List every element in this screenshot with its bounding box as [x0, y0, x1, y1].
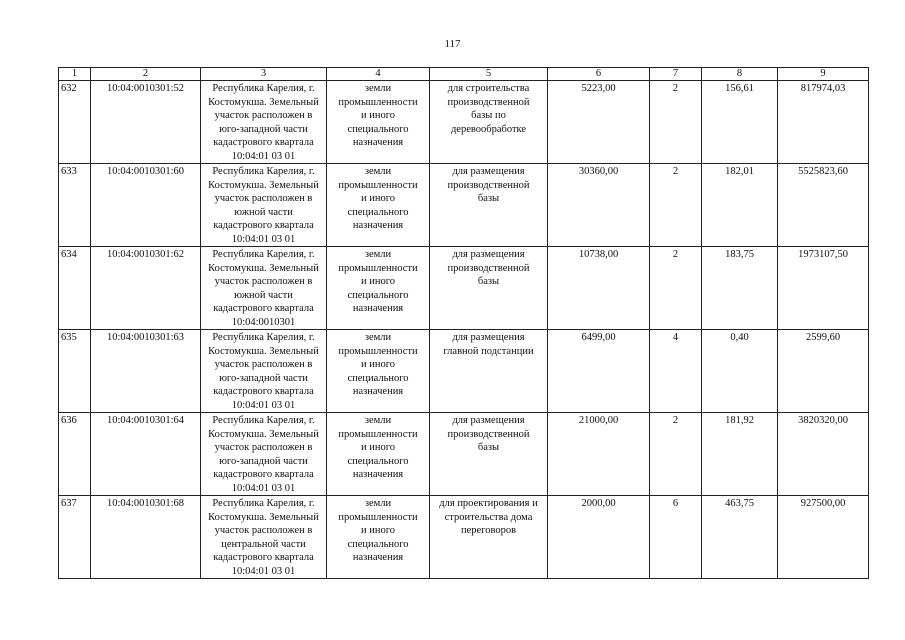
land-category-cell [327, 330, 430, 413]
table-row [59, 330, 869, 413]
land-category-line: промышленности [338, 262, 418, 274]
land-category-line: и иного [360, 110, 396, 121]
land-category-line: специального [347, 372, 409, 384]
location-line: Республика Карелия, г. [212, 332, 315, 343]
land-category-cell [327, 81, 430, 164]
area-cell: 5223,00 [548, 81, 650, 164]
row-number-cell: 637 [59, 496, 91, 579]
header-cell: 9 [778, 68, 869, 81]
land-category-line: земли [364, 249, 392, 260]
row-number-cell: 632 [59, 81, 91, 164]
location-line: Костомукша. Земельный [208, 96, 319, 108]
permitted-use-cell [430, 413, 548, 496]
permitted-use-cell [430, 330, 548, 413]
cadastral-value-cell: 5525823,60 [778, 164, 869, 247]
location-line: Костомукша. Земельный [208, 345, 319, 357]
header-cell: 1 [59, 68, 91, 81]
location-line: Костомукша. Земельный [208, 428, 319, 440]
table-row [59, 413, 869, 496]
header-cell: 8 [702, 68, 778, 81]
cadastral-number-cell: 10:04:0010301:52 [91, 81, 201, 164]
column-8-cell: 181,92 [702, 413, 778, 496]
land-category-line: и иного [360, 359, 396, 370]
location-line: 10:04:01 03 01 [231, 565, 296, 577]
land-category-line: промышленности [338, 96, 418, 108]
location-line: участок расположен в [214, 525, 313, 536]
land-category-cell [327, 247, 430, 330]
location-line: кадастрового квартала [213, 552, 314, 563]
area-cell: 2000,00 [548, 496, 650, 579]
permitted-use-line: для строительства [447, 83, 530, 94]
cadastral-value-cell: 927500,00 [778, 496, 869, 579]
land-category-line: назначения [352, 303, 404, 314]
column-7-cell: 2 [650, 413, 702, 496]
location-line: юго-западной части [219, 372, 308, 384]
location-line: юго-западной части [219, 123, 308, 135]
land-category-line: назначения [352, 137, 404, 148]
header-row [59, 68, 869, 81]
land-category-line: земли [364, 332, 392, 343]
location-line: участок расположен в [214, 359, 313, 370]
land-category-line: назначения [352, 552, 404, 563]
land-category-line: и иного [360, 442, 396, 453]
permitted-use-line: для размещения [452, 166, 525, 177]
location-cell [201, 330, 327, 413]
permitted-use-line: для размещения [452, 332, 525, 343]
land-category-line: земли [364, 498, 392, 509]
column-7-cell: 2 [650, 81, 702, 164]
location-line: кадастрового квартала [213, 220, 314, 231]
header-cell: 6 [548, 68, 650, 81]
location-line: участок расположен в [214, 276, 313, 287]
header-cell: 3 [201, 68, 327, 81]
location-line: участок расположен в [214, 110, 313, 121]
land-category-line: специального [347, 206, 409, 218]
location-cell [201, 81, 327, 164]
header-cell: 5 [430, 68, 548, 81]
permitted-use-line: для размещения [452, 249, 525, 260]
location-line: юго-западной части [219, 455, 308, 467]
location-line: южной части [234, 206, 293, 218]
land-category-line: промышленности [338, 428, 418, 440]
column-7-cell: 2 [650, 247, 702, 330]
location-cell [201, 413, 327, 496]
land-category-line: назначения [352, 220, 404, 231]
column-8-cell: 463,75 [702, 496, 778, 579]
location-line: Республика Карелия, г. [212, 498, 315, 509]
cadastral-number-cell: 10:04:0010301:64 [91, 413, 201, 496]
permitted-use-cell [430, 247, 548, 330]
column-8-cell: 0,40 [702, 330, 778, 413]
row-number-cell: 635 [59, 330, 91, 413]
land-category-line: специального [347, 538, 409, 550]
land-category-line: назначения [352, 469, 404, 480]
cadastral-number-cell: 10:04:0010301:68 [91, 496, 201, 579]
permitted-use-line: главной подстанции [443, 345, 534, 357]
header-cell: 4 [327, 68, 430, 81]
cadastral-value-cell: 2599,60 [778, 330, 869, 413]
location-cell [201, 496, 327, 579]
land-category-line: промышленности [338, 179, 418, 191]
permitted-use-line: базы [477, 276, 500, 287]
location-line: центральной части [221, 538, 306, 550]
land-category-cell [327, 164, 430, 247]
land-category-line: земли [364, 83, 392, 94]
land-category-line: специального [347, 289, 409, 301]
land-category-line: промышленности [338, 511, 418, 523]
permitted-use-cell [430, 81, 548, 164]
land-category-line: специального [347, 455, 409, 467]
permitted-use-line: производственной [447, 179, 530, 191]
cadastral-number-cell: 10:04:0010301:62 [91, 247, 201, 330]
area-cell: 21000,00 [548, 413, 650, 496]
location-line: Республика Карелия, г. [212, 166, 315, 177]
location-line: 10:04:0010301 [231, 316, 296, 328]
land-plot-table [58, 67, 869, 579]
land-category-line: и иного [360, 193, 396, 204]
land-category-line: промышленности [338, 345, 418, 357]
cadastral-value-cell: 817974,03 [778, 81, 869, 164]
land-category-line: земли [364, 415, 392, 426]
permitted-use-line: производственной [447, 428, 530, 440]
cadastral-number-cell: 10:04:0010301:63 [91, 330, 201, 413]
location-line: кадастрового квартала [213, 303, 314, 314]
land-category-cell [327, 413, 430, 496]
column-8-cell: 182,01 [702, 164, 778, 247]
location-line: участок расположен в [214, 442, 313, 453]
location-line: участок расположен в [214, 193, 313, 204]
table-body [59, 81, 869, 579]
location-line: кадастрового квартала [213, 137, 314, 148]
permitted-use-line: строительства дома [444, 511, 533, 523]
location-cell [201, 247, 327, 330]
permitted-use-line: базы [477, 193, 500, 204]
location-line: Костомукша. Земельный [208, 262, 319, 274]
cadastral-value-cell: 3820320,00 [778, 413, 869, 496]
column-8-cell: 156,61 [702, 81, 778, 164]
location-line: кадастрового квартала [213, 469, 314, 480]
column-7-cell: 6 [650, 496, 702, 579]
land-category-line: и иного [360, 276, 396, 287]
column-7-cell: 2 [650, 164, 702, 247]
permitted-use-line: для проектирования и [439, 498, 538, 509]
cadastral-value-cell: 1973107,50 [778, 247, 869, 330]
row-number-cell: 634 [59, 247, 91, 330]
permitted-use-line: производственной [447, 96, 530, 108]
land-category-line: и иного [360, 525, 396, 536]
row-number-cell: 633 [59, 164, 91, 247]
area-cell: 30360,00 [548, 164, 650, 247]
location-line: Костомукша. Земельный [208, 511, 319, 523]
header-cell: 2 [91, 68, 201, 81]
permitted-use-line: базы по [471, 110, 506, 121]
land-category-line: специального [347, 123, 409, 135]
location-line: Республика Карелия, г. [212, 83, 315, 94]
page-number: 117 [444, 38, 461, 50]
permitted-use-cell [430, 496, 548, 579]
permitted-use-line: для размещения [452, 415, 525, 426]
location-line: южной части [234, 289, 293, 301]
location-line: кадастрового квартала [213, 386, 314, 397]
land-category-line: назначения [352, 386, 404, 397]
area-cell: 6499,00 [548, 330, 650, 413]
location-cell [201, 164, 327, 247]
location-line: Республика Карелия, г. [212, 249, 315, 260]
row-number-cell: 636 [59, 413, 91, 496]
location-line: Республика Карелия, г. [212, 415, 315, 426]
location-line: 10:04:01 03 01 [231, 399, 296, 411]
location-line: Костомукша. Земельный [208, 179, 319, 191]
location-line: 10:04:01 03 01 [231, 150, 296, 162]
location-line: 10:04:01 03 01 [231, 233, 296, 245]
area-cell: 10738,00 [548, 247, 650, 330]
permitted-use-line: деревообработке [450, 123, 527, 135]
table-row [59, 164, 869, 247]
column-7-cell: 4 [650, 330, 702, 413]
cadastral-number-cell: 10:04:0010301:60 [91, 164, 201, 247]
permitted-use-line: переговоров [460, 525, 517, 536]
permitted-use-cell [430, 164, 548, 247]
permitted-use-line: базы [477, 442, 500, 453]
land-category-line: земли [364, 166, 392, 177]
permitted-use-line: производственной [447, 262, 530, 274]
location-line: 10:04:01 03 01 [231, 482, 296, 494]
table-row [59, 247, 869, 330]
table-row [59, 496, 869, 579]
column-8-cell: 183,75 [702, 247, 778, 330]
land-category-cell [327, 496, 430, 579]
header-cell: 7 [650, 68, 702, 81]
table-row [59, 81, 869, 164]
